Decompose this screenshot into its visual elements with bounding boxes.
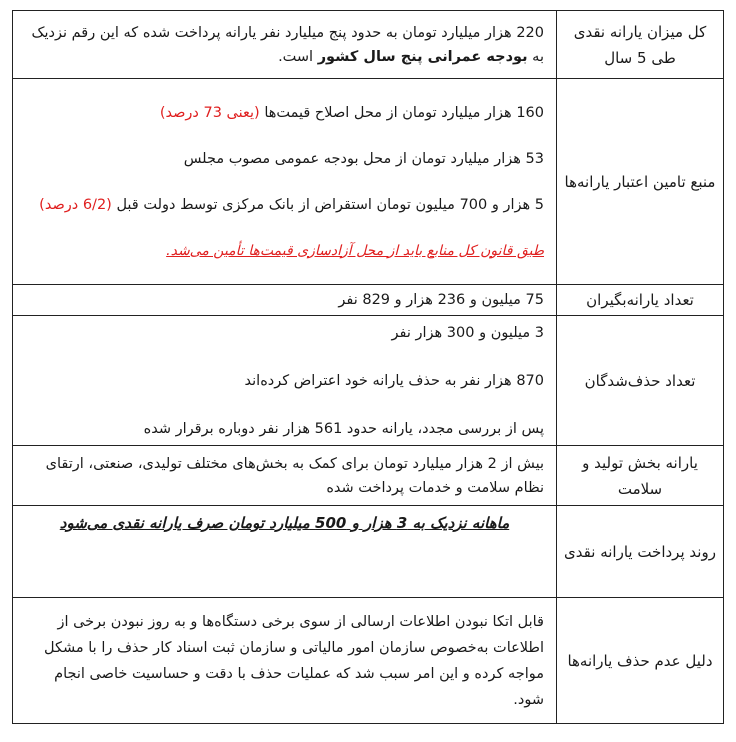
- row-label: تعداد حذف‌شدگان: [557, 316, 724, 446]
- row-label: منبع تامین اعتبار یارانه‌ها: [557, 79, 724, 285]
- row-label: یارانه بخش تولید و سلامت: [557, 446, 724, 506]
- removed-line: پس از بررسی مجدد، یارانه حدود 561 هزار نفر دوباره برقرار شده: [143, 420, 544, 437]
- table-row: [13, 11, 724, 79]
- row-label: دلیل عدم حذف یارانه‌ها: [557, 598, 724, 724]
- table-row: [13, 598, 724, 724]
- removal-reason-text: قابل اتکا نبودن اطلاعات ارسالی از سوی برخی دستگاه‌ها و به روز نبودن برخی از اطلاعات به‌خصوص سازمان امور مالیاتی و سازمان ثبت اسناد کار حذف را با مشکل مواجه کرده و این امر سبب شد که عملیات حذف با دقت و حساسیت خاصی انجام شود.: [13, 598, 557, 724]
- table-row: [13, 446, 724, 506]
- total-subsidy-text: 220 هزار میلیارد تومان به حدود پنج میلیارد نفر یارانه پرداخت شده که این رقم نزدیک به: [31, 24, 544, 65]
- row-content: [13, 316, 557, 446]
- funding-line: [25, 193, 544, 217]
- development-budget-highlight: بودجه عمرانی پنج سال کشور: [317, 48, 528, 65]
- table-row: [13, 79, 724, 285]
- funding-line: [25, 101, 544, 125]
- production-health-text: بیش از 2 هزار میلیارد تومان برای کمک به بخش‌های مختلف تولیدی، صنعتی، ارتقای نظام سلامت و خدمات پرداخت شده: [13, 446, 557, 506]
- funding-price-reform: 160 هزار میلیارد تومان از محل اصلاح قیمت‌ها: [264, 104, 544, 121]
- row-content: [13, 506, 557, 598]
- total-subsidy-tail: است.: [278, 48, 318, 65]
- funding-line: 53 هزار میلیارد تومان از محل بودجه عمومی مصوب مجلس: [183, 150, 544, 167]
- removed-line: 870 هزار نفر به حذف یارانه خود اعتراض کرده‌اند: [244, 372, 544, 389]
- table-row: [13, 316, 724, 446]
- removed-line: 3 میلیون و 300 هزار نفر: [391, 324, 544, 341]
- row-label: تعداد یارانه‌بگیران: [557, 285, 724, 316]
- row-content: [13, 79, 557, 285]
- funding-percent-red: (6/2 درصد): [39, 196, 112, 213]
- monthly-payment-text: ماهانه نزدیک به 3 هزار و 500 میلیارد تومان صرف یارانه نقدی می‌شود: [59, 514, 510, 532]
- row-label: روند پرداخت یارانه نقدی: [557, 506, 724, 598]
- law-note: طبق قانون کل منابع باید از محل آزادسازی قیمت‌ها تأمین می‌شد.: [166, 242, 544, 259]
- table-row: [13, 506, 724, 598]
- funding-central-bank: 5 هزار و 700 میلیون تومان استقراض از بانک مرکزی توسط دولت قبل: [116, 196, 544, 213]
- recipients-count: 75 میلیون و 236 هزار و 829 نفر: [13, 285, 557, 316]
- subsidy-summary-table: [12, 10, 724, 724]
- row-label: کل میزان یارانه نقدی طی 5 سال: [557, 11, 724, 79]
- table-row: [13, 285, 724, 316]
- funding-percent-red: (یعنی 73 درصد): [159, 104, 260, 121]
- row-content: [13, 11, 557, 79]
